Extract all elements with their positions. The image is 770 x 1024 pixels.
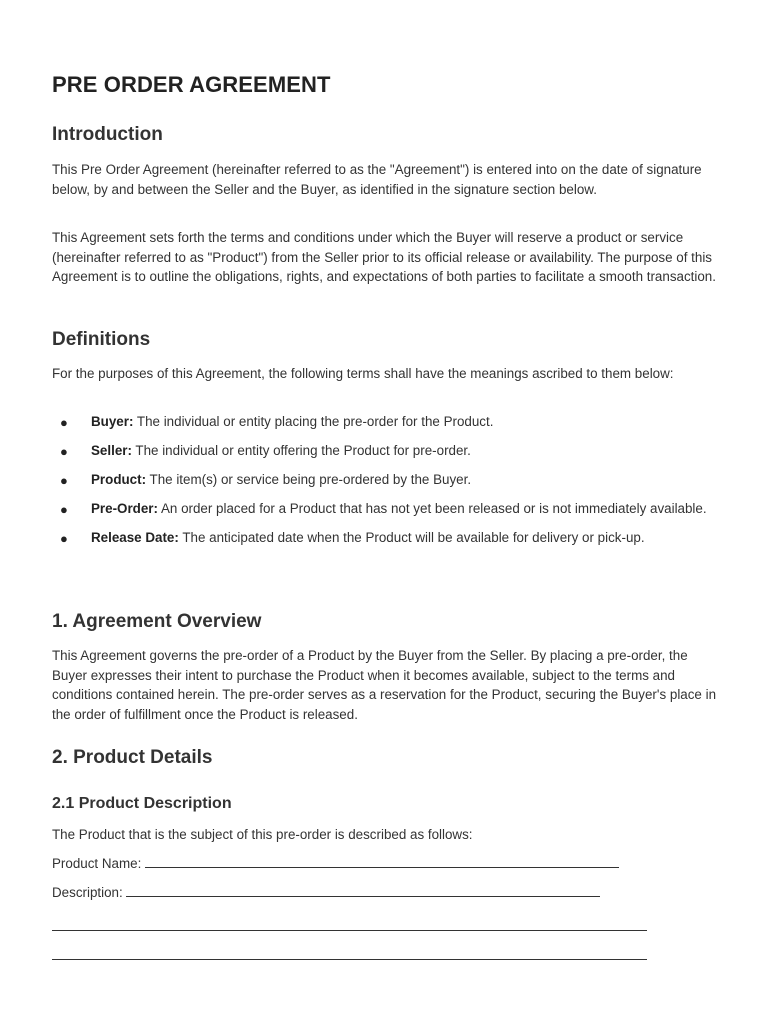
description-field xyxy=(52,883,600,903)
definition-text: The anticipated date when the Product will be available for delivery or pick-up. xyxy=(178,530,645,545)
product-description-subheading: 2.1 Product Description xyxy=(52,795,232,812)
document-title: PRE ORDER AGREEMENT xyxy=(52,72,331,97)
description-blank[interactable] xyxy=(126,883,600,897)
product-details-heading: 2. Product Details xyxy=(52,747,213,768)
description-label: Description: xyxy=(52,885,123,900)
description-blank-line-3[interactable] xyxy=(52,959,647,960)
definitions-intro: For the purposes of this Agreement, the following terms shall have the meanings ascribed to them below: xyxy=(52,366,674,381)
definition-item-release-date xyxy=(52,528,717,548)
introduction-paragraph-2: This Agreement sets forth the terms and conditions under which the Buyer will reserve a product or service (hereinafter referred to as "Product") from the Seller prior to its official release or availability. The purpose of this Agreement is to outline the obligations, rights, and expectations of both parties to facilitate a smooth transaction. xyxy=(52,230,716,284)
definition-term: Seller: xyxy=(91,443,132,458)
agreement-overview-paragraph: This Agreement governs the pre-order of a Product by the Buyer from the Seller. By placing a pre-order, the Buyer expresses their intent to purchase the Product when it becomes available, subject to the terms and conditions contained herein. The pre-order serves as a reservation for the Product, securing the Buyer's place in the order of fulfillment once the Product is released. xyxy=(52,648,717,722)
bullet-icon: ● xyxy=(60,473,68,488)
product-name-field xyxy=(52,854,619,874)
bullet-icon: ● xyxy=(60,502,68,517)
definition-item-buyer xyxy=(52,412,717,432)
definition-term: Buyer: xyxy=(91,414,134,429)
definitions-list xyxy=(52,412,717,557)
introduction-paragraph-1: This Pre Order Agreement (hereinafter referred to as the "Agreement") is entered into on the date of signature below, by and between the Seller and the Buyer, as identified in the signature section below. xyxy=(52,162,702,197)
definition-item-product xyxy=(52,470,717,490)
agreement-overview-heading: 1. Agreement Overview xyxy=(52,611,262,632)
product-name-label: Product Name: xyxy=(52,856,142,871)
product-name-blank[interactable] xyxy=(145,854,619,868)
definition-item-pre-order xyxy=(52,499,717,519)
definition-text: The individual or entity offering the Product for pre-order. xyxy=(131,443,471,458)
bullet-icon: ● xyxy=(60,444,68,459)
product-description-intro: The Product that is the subject of this pre-order is described as follows: xyxy=(52,827,473,842)
bullet-icon: ● xyxy=(60,415,68,430)
definition-term: Pre-Order: xyxy=(91,501,158,516)
introduction-heading: Introduction xyxy=(52,124,163,145)
definition-term: Product: xyxy=(91,472,147,487)
bullet-icon: ● xyxy=(60,531,68,546)
definitions-heading: Definitions xyxy=(52,329,151,350)
definition-text: The individual or entity placing the pre-order for the Product. xyxy=(133,414,494,429)
definition-term: Release Date: xyxy=(91,530,179,545)
definition-text: The item(s) or service being pre-ordered by the Buyer. xyxy=(146,472,472,487)
description-blank-line-2[interactable] xyxy=(52,930,647,931)
definition-text: An order placed for a Product that has not yet been released or is not immediately available. xyxy=(157,501,707,516)
definition-item-seller xyxy=(52,441,717,461)
